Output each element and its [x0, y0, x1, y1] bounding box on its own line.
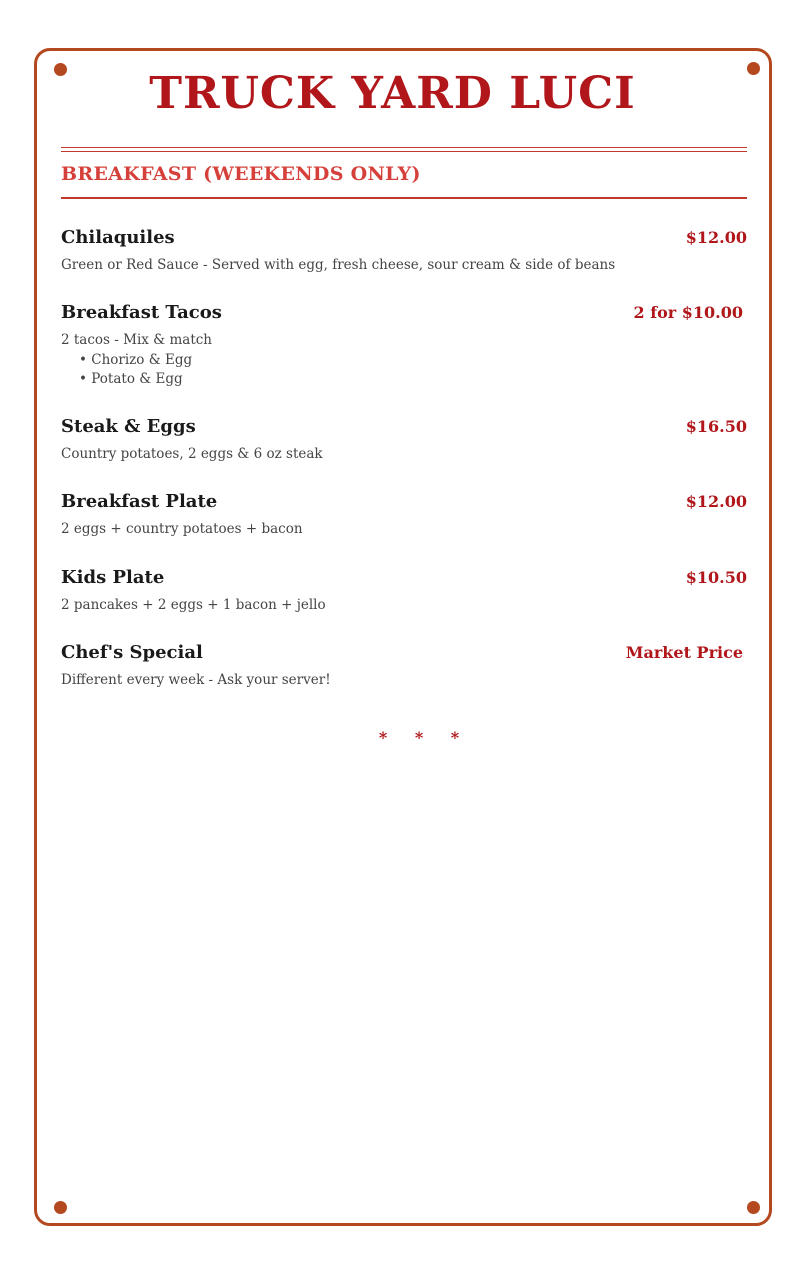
taco-option: • Chorizo & Egg: [79, 352, 193, 368]
taco-option: • Potato & Egg: [79, 371, 183, 387]
item-name: Chilaquiles: [61, 227, 175, 248]
item-price: $12.00: [685, 492, 747, 511]
corner-dot-bottom-right: [747, 1201, 760, 1214]
item-description: Different every week - Ask your server!: [61, 672, 331, 688]
item-name: Breakfast Plate: [61, 491, 218, 512]
item-price: Market Price: [625, 643, 743, 662]
taco-options-list: [79, 351, 192, 389]
item-description: Country potatoes, 2 eggs & 6 oz steak: [61, 446, 323, 462]
item-description: 2 eggs + country potatoes + bacon: [61, 521, 303, 537]
item-name: Steak & Eggs: [61, 416, 196, 437]
menu-frame: [34, 48, 772, 1226]
star-divider: * * *: [378, 728, 460, 747]
corner-dot-bottom-left: [54, 1201, 67, 1214]
title-divider: [61, 147, 747, 152]
section-title: BREAKFAST (WEEKENDS ONLY): [61, 163, 421, 185]
item-description: 2 tacos - Mix & match: [61, 332, 212, 348]
item-description: Green or Red Sauce - Served with egg, fresh cheese, sour cream & side of beans: [61, 257, 616, 273]
item-price: $16.50: [685, 417, 747, 436]
item-price: $12.00: [685, 228, 747, 247]
restaurant-title: TRUCK YARD LUCI: [149, 68, 636, 119]
item-name: Kids Plate: [61, 567, 165, 588]
item-price: 2 for $10.00: [633, 303, 743, 322]
item-price: $10.50: [685, 568, 747, 587]
item-name: Chef's Special: [61, 642, 203, 663]
item-description: 2 pancakes + 2 eggs + 1 bacon + jello: [61, 597, 326, 613]
item-name: Breakfast Tacos: [61, 302, 222, 323]
section-divider: [61, 197, 747, 199]
